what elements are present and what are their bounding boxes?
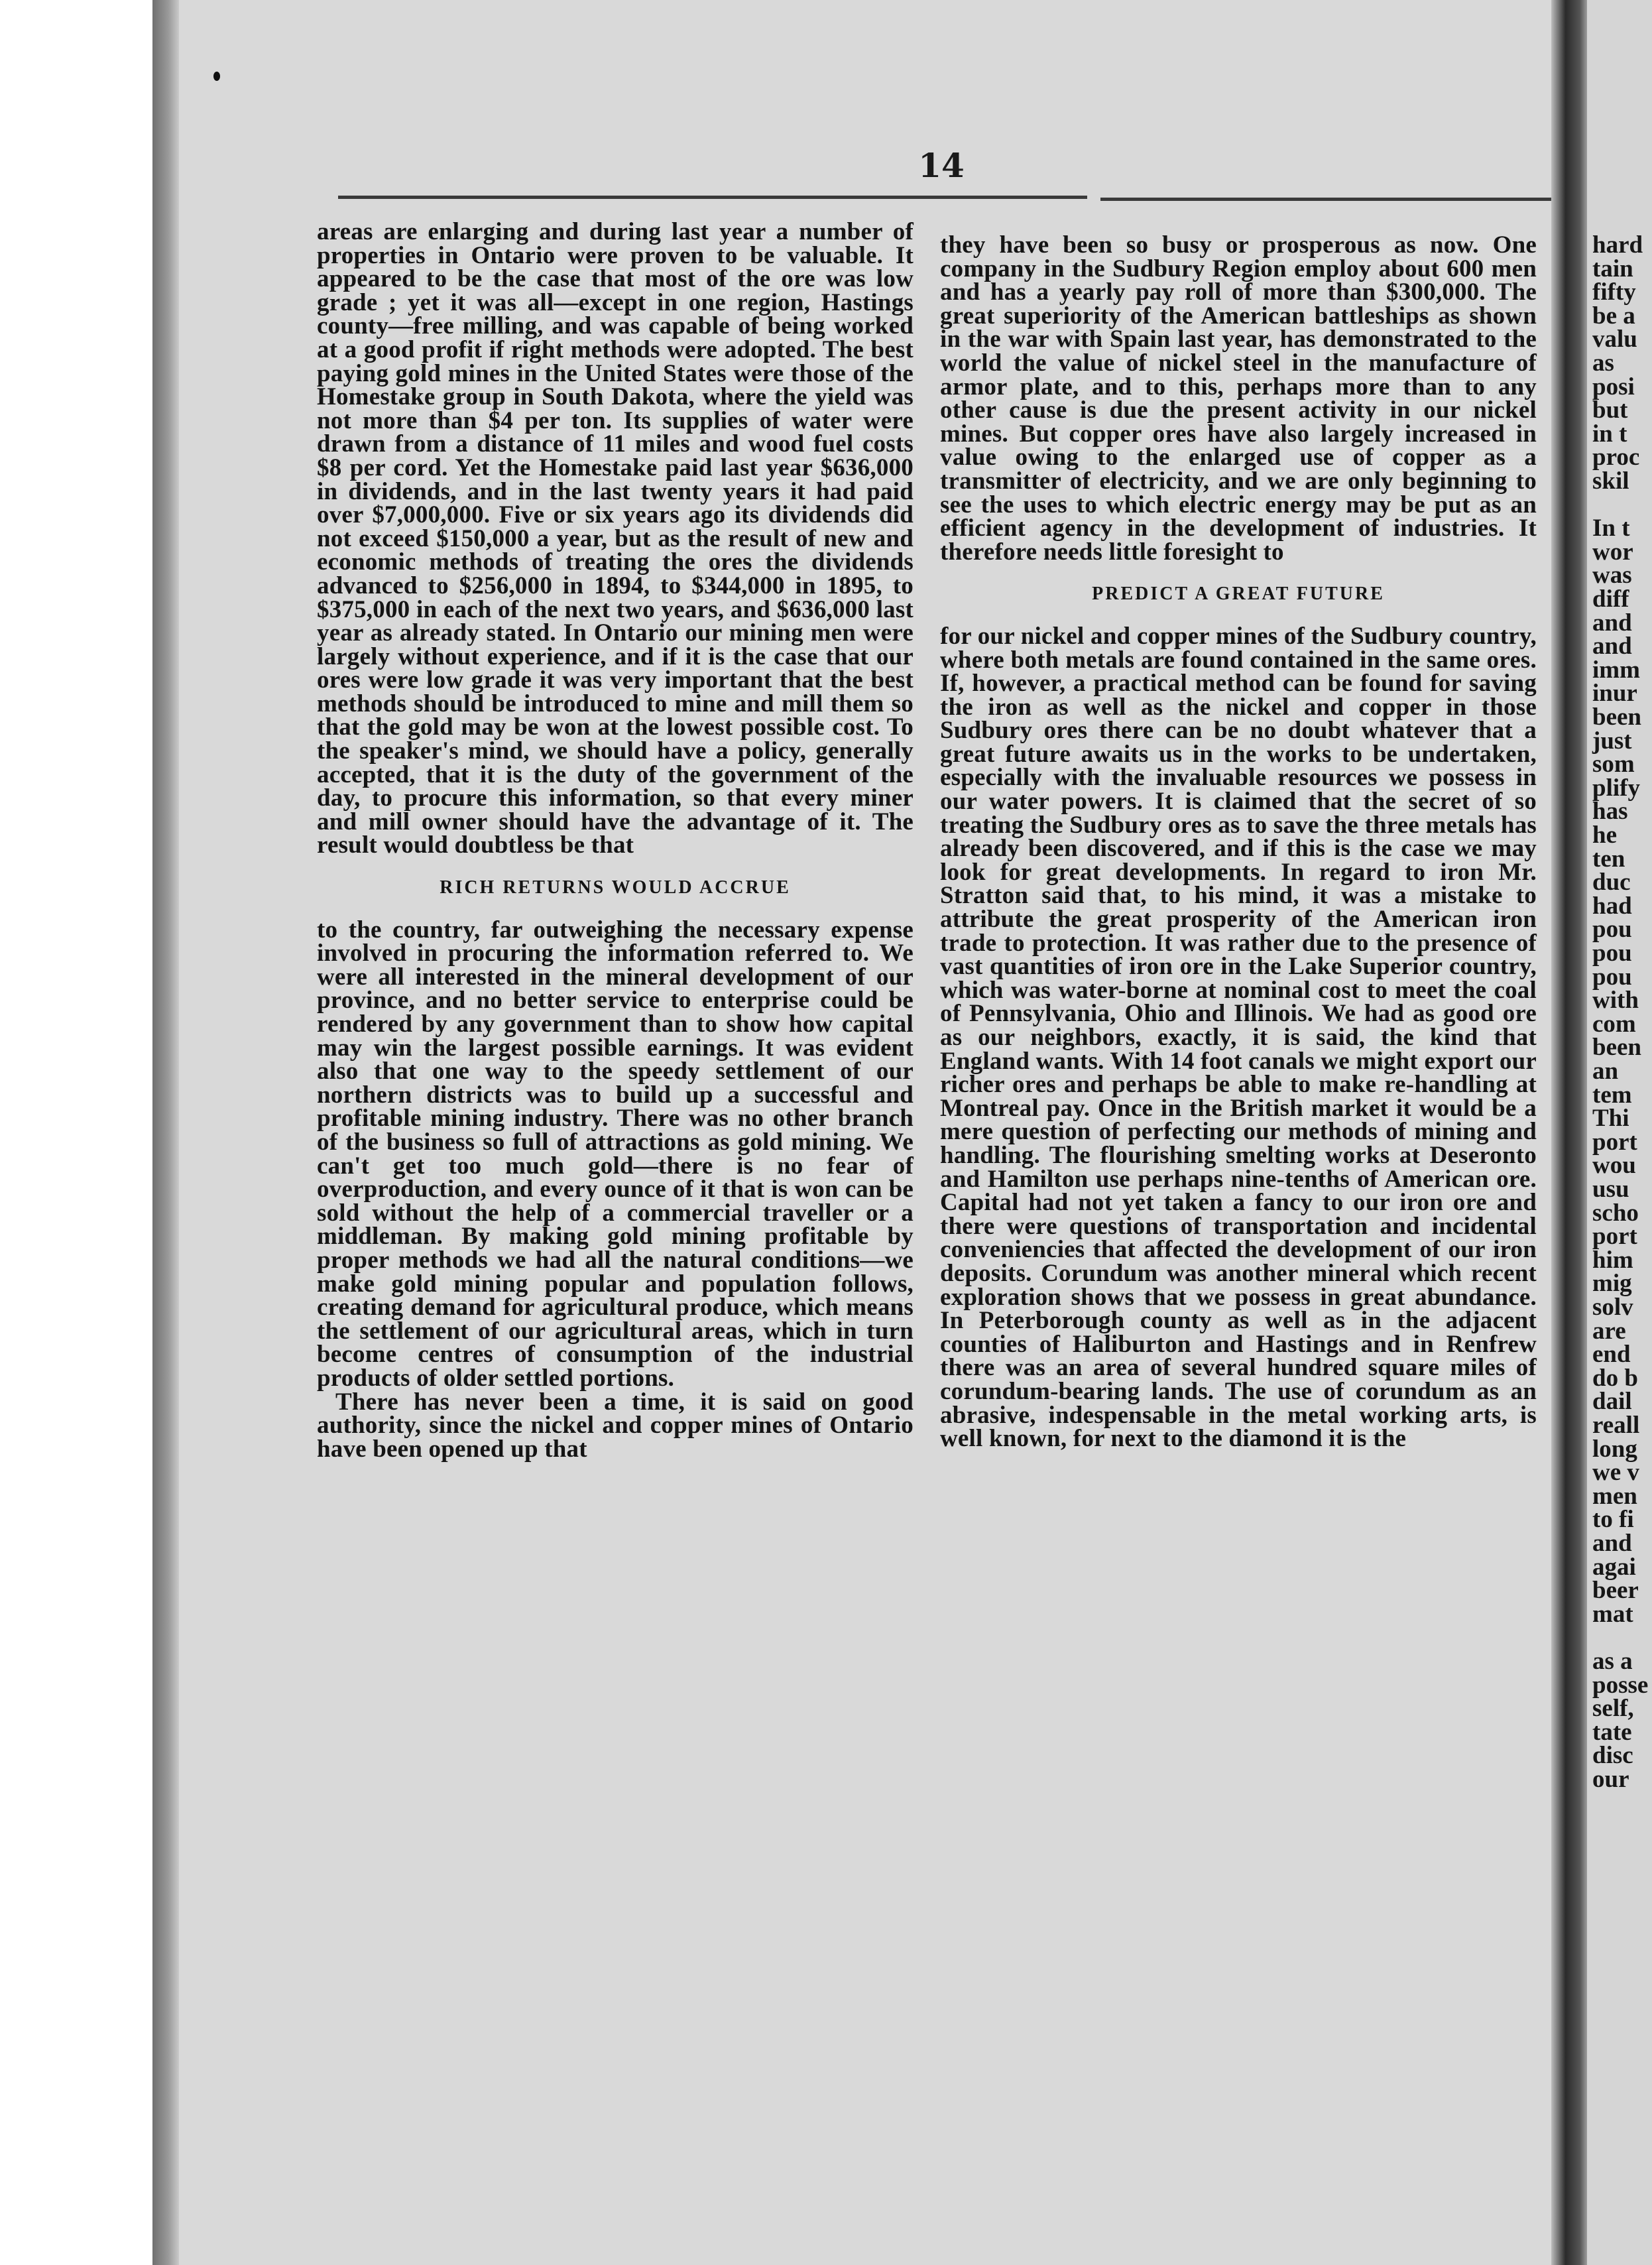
next-page-fragment: skil (1592, 467, 1629, 495)
next-page-fragment: posse (1592, 1671, 1649, 1699)
next-page-fragment: agai (1592, 1553, 1636, 1581)
speck-mark (213, 72, 220, 81)
next-page-fragment: but (1592, 397, 1628, 424)
next-page-fragment: him (1592, 1246, 1633, 1274)
next-page-fragment: hard (1592, 231, 1643, 259)
next-page-fragment: proc (1592, 444, 1640, 471)
next-page-fragment: som (1592, 751, 1635, 778)
next-page-fragment: just (1592, 727, 1632, 755)
next-page-fragment: port (1592, 1128, 1637, 1156)
next-page-fragment: pou (1592, 940, 1632, 967)
next-page-fragment: solv (1592, 1294, 1633, 1321)
next-page-fragment: we v (1592, 1459, 1639, 1487)
next-page-fragment: has (1592, 798, 1628, 826)
next-page-fragment: disc (1592, 1742, 1633, 1770)
next-page-fragment: and (1592, 1530, 1632, 1557)
left-margin (0, 0, 152, 2265)
next-page-fragment: port (1592, 1223, 1637, 1251)
next-page-fragment: fifty (1592, 278, 1636, 306)
next-page-fragment: ten (1592, 845, 1625, 873)
left-binding-shadow (152, 0, 179, 2265)
next-page-fragment: an (1592, 1058, 1619, 1085)
next-page-fragment: pou (1592, 963, 1632, 991)
next-page-fragment: with (1592, 987, 1639, 1014)
next-page-fragment: are (1592, 1317, 1626, 1345)
next-page-edge (1587, 0, 1652, 2265)
next-page-fragment: pou (1592, 916, 1632, 944)
subhead-rich-returns: RICH RETURNS WOULD ACCRUE (440, 877, 791, 898)
header-rule-left (338, 196, 1087, 199)
next-page-fragment: In t (1592, 515, 1630, 542)
next-page-fragment: and (1592, 609, 1632, 637)
next-page-fragment: be a (1592, 302, 1635, 330)
next-page-fragment: usu (1592, 1176, 1629, 1203)
next-page-fragment: posi (1592, 373, 1635, 400)
column-left (317, 220, 914, 1461)
next-page-fragment: end (1592, 1341, 1631, 1369)
next-page-fragment: been (1592, 1034, 1641, 1062)
next-page-fragment: duc (1592, 869, 1631, 896)
next-page-fragment: was (1592, 562, 1632, 589)
next-page-fragment: tate (1592, 1718, 1632, 1746)
next-page-fragment: self, (1592, 1695, 1634, 1723)
next-page-fragment: as a (1592, 1648, 1633, 1675)
next-page-fragment: tem (1592, 1081, 1632, 1109)
next-page-fragment: valu (1592, 326, 1637, 353)
column-right-paragraph-1: they have been so busy or prosperous as now. One company in the Sudbury Region employ about 600 men and has a yearly pay roll of more than $300,000. The great superiority of the American battleships as shown in the war with Spain last year, has demonstrated to the world the value of nickel steel in the manufacture of armor plate, and to this, perhaps more than to any other cause is due the present activity in our nickel mines. But copper ores have also largely increased in value owing to the enlarged use of copper as a transmitter of electricity, and we are only beginning to see the uses to which electric energy may be put as an efficient agency in the development of industries. It therefore needs little foresight to (940, 231, 1537, 566)
next-page-fragment: plify (1592, 774, 1640, 802)
next-page-fragment: Thi (1592, 1105, 1629, 1132)
next-page-fragment: reall (1592, 1412, 1640, 1439)
column-left-paragraph-2: to the country, far outweighing the necessary expense involved in procuring the information referred to. We were all interested in the mineral development of our province, and no better service to enterprise could be rendered by any government than to show how capital may win the largest possible earnings. It was evident also that one way to the speedy settlement of our northern districts was to build up a successful and profitable mining industry. There was no other branch of the business so full of attractions as gold mining. We can't get too much gold—there is no fear of overproduction, and every ounce of it that is won can be sold without the help of a commercial traveller or a middleman. By making gold mining profitable by proper methods we had all the natural conditions—we make gold mining popular and population follows, creating demand for agricultural produce, which means the settlement of our agricultural areas, which in turn become centres of consumption of the industrial products of older settled portions. (317, 916, 914, 1392)
next-page-fragment: long (1592, 1435, 1637, 1463)
next-page-fragment: been (1592, 704, 1641, 731)
next-page-fragment: our (1592, 1766, 1629, 1793)
column-right (940, 233, 1537, 1451)
next-page-fragment: diff (1592, 585, 1629, 613)
next-page-fragment: men (1592, 1482, 1637, 1510)
column-left-paragraph-1: areas are enlarging and during last year a number of properties in Ontario were proven to be valuable. It appeared to be the case that most of the ore was low grade ; yet it was all—except in one region, Hastings county—free milling, and was capable of being worked at a good profit if right methods were adopted. The best paying gold mines in the United States were those of the Homestake group in South Dakota, where the yield was not more than $4 per ton. Its supplies of water were drawn from a distance of 11 miles and wood fuel costs $8 per cord. Yet the Homestake paid last year $636,000 in dividends, and in the last twenty years it had paid over $7,000,000. Five or six years ago its dividends did not exceed $150,000 a year, but as the result of new and economic methods of treating the ores the dividends advanced to $256,000 in 1894, to $344,000 in 1895, to $375,000 in each of the next two years, and $636,000 last year as already stated. In Ontario our mining men were largely without experience, and if it is the case that our ores were low grade it was very important that the best methods should be introduced to mine and mill them so that the gold may be won at the lowest possible cost. To the speaker's mind, we should have a policy, generally accepted, that it is the duty of the government of the day, to procure this information, so that every miner and mill owner should have the advantage of it. The result would doubtless be that (317, 218, 914, 859)
column-right-paragraph-2: for our nickel and copper mines of the Sudbury country, where both metals are found contained in the same ores. If, however, a practical method can be found for saving the iron as well as the nickel and copper in those Sudbury ores there can be no doubt whatever that a great future awaits us in the works to be undertaken, especially with the invaluable resources we possess in our water powers. It is claimed that the secret of so treating the Sudbury ores as to save the three metals has already been discovered, and if this is the case we may look for great developments. In regard to iron Mr. Stratton said that, to his mind, it was a mistake to attribute the great prosperity of the American iron trade to protection. It was rather due to the presence of vast quantities of iron ore in the Lake Superior country, which was water-borne at nominal cost to meet the coal of Pennsylvania, Ohio and Illinois. We had as good ore as our neighbors, exactly, it is said, the kind that England wants. With 14 foot canals we might export our richer ores and perhaps be able to make re-handling at Montreal pay. Once in the British market it would be a mere question of perfecting our methods of mining and handling. The flourishing smelting works at Deseronto and Hamilton use perhaps nine-tenths of American ore. Capital had not yet taken a fancy to our iron ore and there were questions of transportation and incidental conveniencies that affected the development of our iron deposits. Corundum was another mineral which recent exploration shows that we possess in great abundance. In Peterborough county as well as in the adjacent counties of Haliburton and Hastings and in Renfrew there was an area of several hundred square miles of corundum-bearing lands. The use of corundum as an abrasive, indespensable in the metal working arts, is well known, for next to the diamond it is the (940, 622, 1537, 1453)
next-page-fragment: com (1592, 1010, 1636, 1038)
next-page-fragment: had (1592, 892, 1632, 920)
subhead-predict-future: PREDICT A GREAT FUTURE (1092, 583, 1385, 605)
next-page-fragment: wor (1592, 538, 1633, 566)
right-gutter-shadow (1551, 0, 1587, 2265)
next-page-fragment: tain (1592, 255, 1633, 282)
page-number: 14 (918, 146, 965, 185)
next-page-fragment: to fi (1592, 1506, 1634, 1534)
next-page-fragment: do b (1592, 1364, 1638, 1392)
next-page-fragment: beer (1592, 1577, 1639, 1605)
next-page-fragment: mat (1592, 1600, 1633, 1628)
next-page-fragment: scho (1592, 1199, 1639, 1227)
next-page-fragment: and (1592, 633, 1632, 660)
next-page-fragment: dail (1592, 1388, 1632, 1416)
header-rule-right (1100, 198, 1551, 201)
next-page-fragment: wou (1592, 1152, 1636, 1180)
next-page-fragment: mig (1592, 1270, 1632, 1298)
next-page-fragment: as (1592, 349, 1614, 377)
next-page-fragment: in t (1592, 420, 1627, 448)
next-page-fragment: inur (1592, 680, 1637, 707)
next-page-fragment: he (1592, 822, 1617, 849)
next-page-fragment: imm (1592, 656, 1640, 684)
column-left-paragraph-3: There has never been a time, it is said on good authority, since the nickel and copper mines of Ontario have been opened up that (317, 1388, 914, 1463)
